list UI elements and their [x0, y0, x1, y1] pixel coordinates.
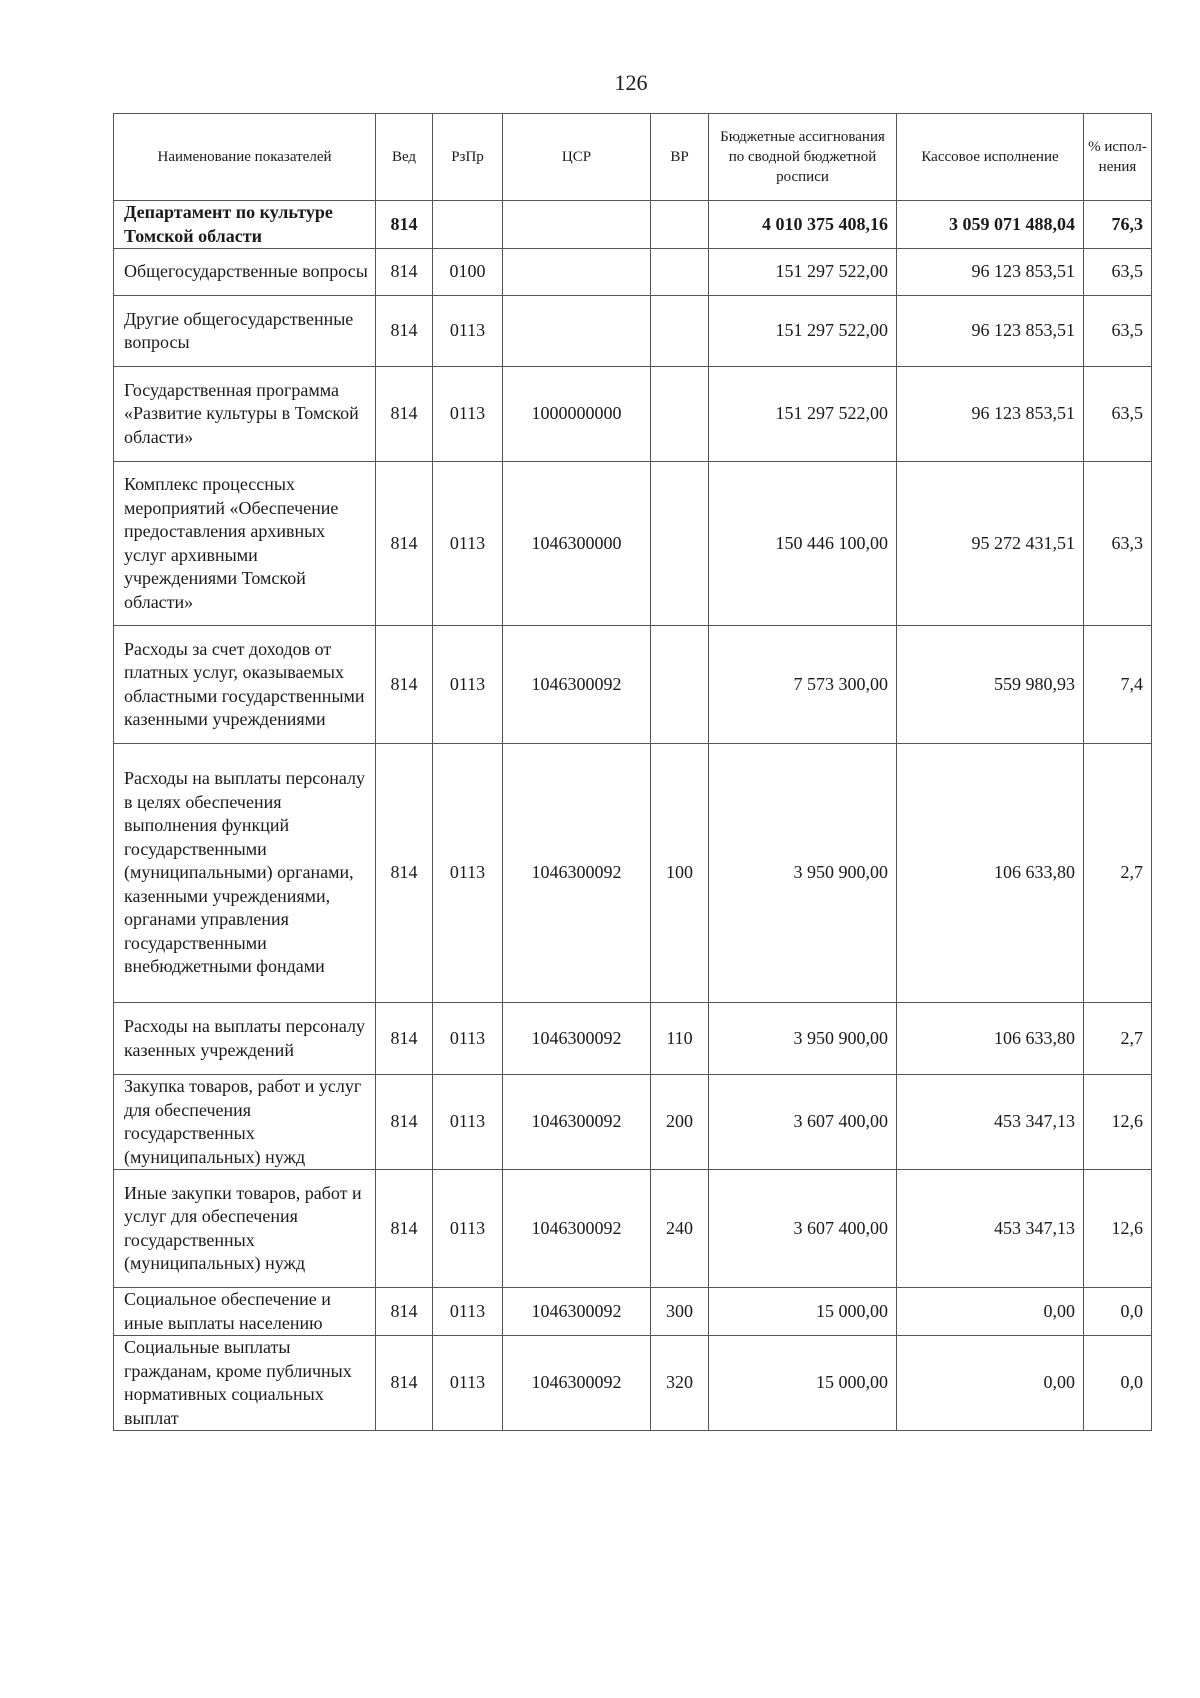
cell-name: Расходы за счет доходов от платных услуг, оказываемых областными государственными казенными учреждениями — [114, 626, 376, 744]
header-rzpr: РзПр — [433, 114, 503, 201]
table-row — [114, 462, 1152, 626]
cell-assign: 4 010 375 408,16 — [709, 201, 897, 249]
cell-exec: 559 980,93 — [897, 626, 1084, 744]
cell-csr: 1046300092 — [503, 1336, 651, 1431]
cell-rzpr: 0113 — [433, 1170, 503, 1288]
cell-vr: 300 — [651, 1288, 709, 1336]
cell-ved: 814 — [376, 249, 433, 296]
header-exec: Кассовое исполнение — [897, 114, 1084, 201]
cell-rzpr: 0113 — [433, 462, 503, 626]
table-row — [114, 1003, 1152, 1075]
cell-ved: 814 — [376, 626, 433, 744]
cell-rzpr: 0113 — [433, 1288, 503, 1336]
cell-csr: 1046300092 — [503, 1288, 651, 1336]
cell-exec: 96 123 853,51 — [897, 296, 1084, 367]
cell-exec: 453 347,13 — [897, 1170, 1084, 1288]
cell-csr — [503, 296, 651, 367]
cell-pct: 2,7 — [1084, 1003, 1152, 1075]
cell-assign: 151 297 522,00 — [709, 249, 897, 296]
cell-name: Департамент по культуре Томской области — [114, 201, 376, 249]
cell-name: Общегосударственные вопросы — [114, 249, 376, 296]
table-row — [114, 296, 1152, 367]
table-row — [114, 1288, 1152, 1336]
cell-ved: 814 — [376, 744, 433, 1003]
cell-rzpr: 0113 — [433, 626, 503, 744]
cell-csr: 1046300092 — [503, 626, 651, 744]
cell-exec: 96 123 853,51 — [897, 367, 1084, 462]
cell-name: Иные закупки товаров, работ и услуг для обеспечения государственных (муниципальных) нужд — [114, 1170, 376, 1288]
cell-ved: 814 — [376, 1003, 433, 1075]
cell-rzpr — [433, 201, 503, 249]
cell-ved: 814 — [376, 296, 433, 367]
cell-pct: 12,6 — [1084, 1075, 1152, 1170]
cell-name: Государственная программа «Развитие культуры в Томской области» — [114, 367, 376, 462]
header-csr: ЦСР — [503, 114, 651, 201]
cell-vr: 240 — [651, 1170, 709, 1288]
cell-ved: 814 — [376, 1288, 433, 1336]
cell-ved: 814 — [376, 1336, 433, 1431]
header-vr: ВР — [651, 114, 709, 201]
cell-pct: 76,3 — [1084, 201, 1152, 249]
table-row — [114, 249, 1152, 296]
cell-rzpr: 0113 — [433, 367, 503, 462]
cell-csr: 1046300092 — [503, 744, 651, 1003]
cell-rzpr: 0113 — [433, 1075, 503, 1170]
page-number: 126 — [614, 70, 648, 95]
cell-vr — [651, 367, 709, 462]
cell-assign: 7 573 300,00 — [709, 626, 897, 744]
cell-assign: 3 950 900,00 — [709, 744, 897, 1003]
cell-assign: 151 297 522,00 — [709, 296, 897, 367]
cell-vr — [651, 249, 709, 296]
cell-pct: 0,0 — [1084, 1288, 1152, 1336]
cell-name: Расходы на выплаты персоналу в целях обеспечения выполнения функций государственными (муниципальными) органами, казенными учреждениями, органами управления государственными внебюджетными фондами — [114, 744, 376, 1003]
cell-ved: 814 — [376, 1170, 433, 1288]
cell-ved: 814 — [376, 367, 433, 462]
cell-name: Социальное обеспечение и иные выплаты населению — [114, 1288, 376, 1336]
cell-exec: 453 347,13 — [897, 1075, 1084, 1170]
cell-vr — [651, 462, 709, 626]
cell-vr — [651, 626, 709, 744]
cell-csr — [503, 201, 651, 249]
cell-csr: 1000000000 — [503, 367, 651, 462]
table-row — [114, 744, 1152, 1003]
table-row — [114, 367, 1152, 462]
table-header-row — [114, 114, 1152, 201]
header-assign: Бюджетные ассигнования по сводной бюджетной росписи — [709, 114, 897, 201]
cell-pct: 63,3 — [1084, 462, 1152, 626]
table-row — [114, 1336, 1152, 1431]
table-row — [114, 201, 1152, 249]
cell-exec: 0,00 — [897, 1288, 1084, 1336]
cell-assign: 3 607 400,00 — [709, 1170, 897, 1288]
cell-pct: 0,0 — [1084, 1336, 1152, 1431]
cell-vr: 100 — [651, 744, 709, 1003]
cell-csr: 1046300092 — [503, 1075, 651, 1170]
cell-rzpr: 0100 — [433, 249, 503, 296]
cell-exec: 106 633,80 — [897, 744, 1084, 1003]
cell-name: Комплекс процессных мероприятий «Обеспечение предоставления архивных услуг архивными учреждениями Томской области» — [114, 462, 376, 626]
cell-vr: 320 — [651, 1336, 709, 1431]
cell-rzpr: 0113 — [433, 1336, 503, 1431]
cell-pct: 2,7 — [1084, 744, 1152, 1003]
cell-pct: 63,5 — [1084, 249, 1152, 296]
cell-exec: 106 633,80 — [897, 1003, 1084, 1075]
cell-name: Социальные выплаты гражданам, кроме публичных нормативных социальных выплат — [114, 1336, 376, 1431]
cell-rzpr: 0113 — [433, 744, 503, 1003]
cell-ved: 814 — [376, 1075, 433, 1170]
cell-pct: 12,6 — [1084, 1170, 1152, 1288]
cell-vr — [651, 296, 709, 367]
cell-vr — [651, 201, 709, 249]
budget-table — [113, 113, 1152, 1431]
cell-pct: 63,5 — [1084, 296, 1152, 367]
cell-assign: 151 297 522,00 — [709, 367, 897, 462]
cell-csr — [503, 249, 651, 296]
cell-rzpr: 0113 — [433, 1003, 503, 1075]
cell-name: Расходы на выплаты персоналу казенных учреждений — [114, 1003, 376, 1075]
cell-assign: 3 950 900,00 — [709, 1003, 897, 1075]
cell-assign: 15 000,00 — [709, 1336, 897, 1431]
cell-csr: 1046300000 — [503, 462, 651, 626]
table-row — [114, 1170, 1152, 1288]
cell-vr: 200 — [651, 1075, 709, 1170]
cell-assign: 150 446 100,00 — [709, 462, 897, 626]
cell-name: Закупка товаров, работ и услуг для обеспечения государственных (муниципальных) нужд — [114, 1075, 376, 1170]
header-ved: Вед — [376, 114, 433, 201]
cell-csr: 1046300092 — [503, 1003, 651, 1075]
cell-exec: 96 123 853,51 — [897, 249, 1084, 296]
cell-pct: 7,4 — [1084, 626, 1152, 744]
cell-pct: 63,5 — [1084, 367, 1152, 462]
cell-ved: 814 — [376, 201, 433, 249]
table-row — [114, 1075, 1152, 1170]
cell-exec: 0,00 — [897, 1336, 1084, 1431]
cell-csr: 1046300092 — [503, 1170, 651, 1288]
table-row — [114, 626, 1152, 744]
header-pct: % испол-нения — [1084, 114, 1152, 201]
cell-assign: 15 000,00 — [709, 1288, 897, 1336]
header-name: Наименование показателей — [114, 114, 376, 201]
cell-assign: 3 607 400,00 — [709, 1075, 897, 1170]
cell-rzpr: 0113 — [433, 296, 503, 367]
cell-vr: 110 — [651, 1003, 709, 1075]
cell-name: Другие общегосударственные вопросы — [114, 296, 376, 367]
cell-exec: 95 272 431,51 — [897, 462, 1084, 626]
cell-exec: 3 059 071 488,04 — [897, 201, 1084, 249]
cell-ved: 814 — [376, 462, 433, 626]
